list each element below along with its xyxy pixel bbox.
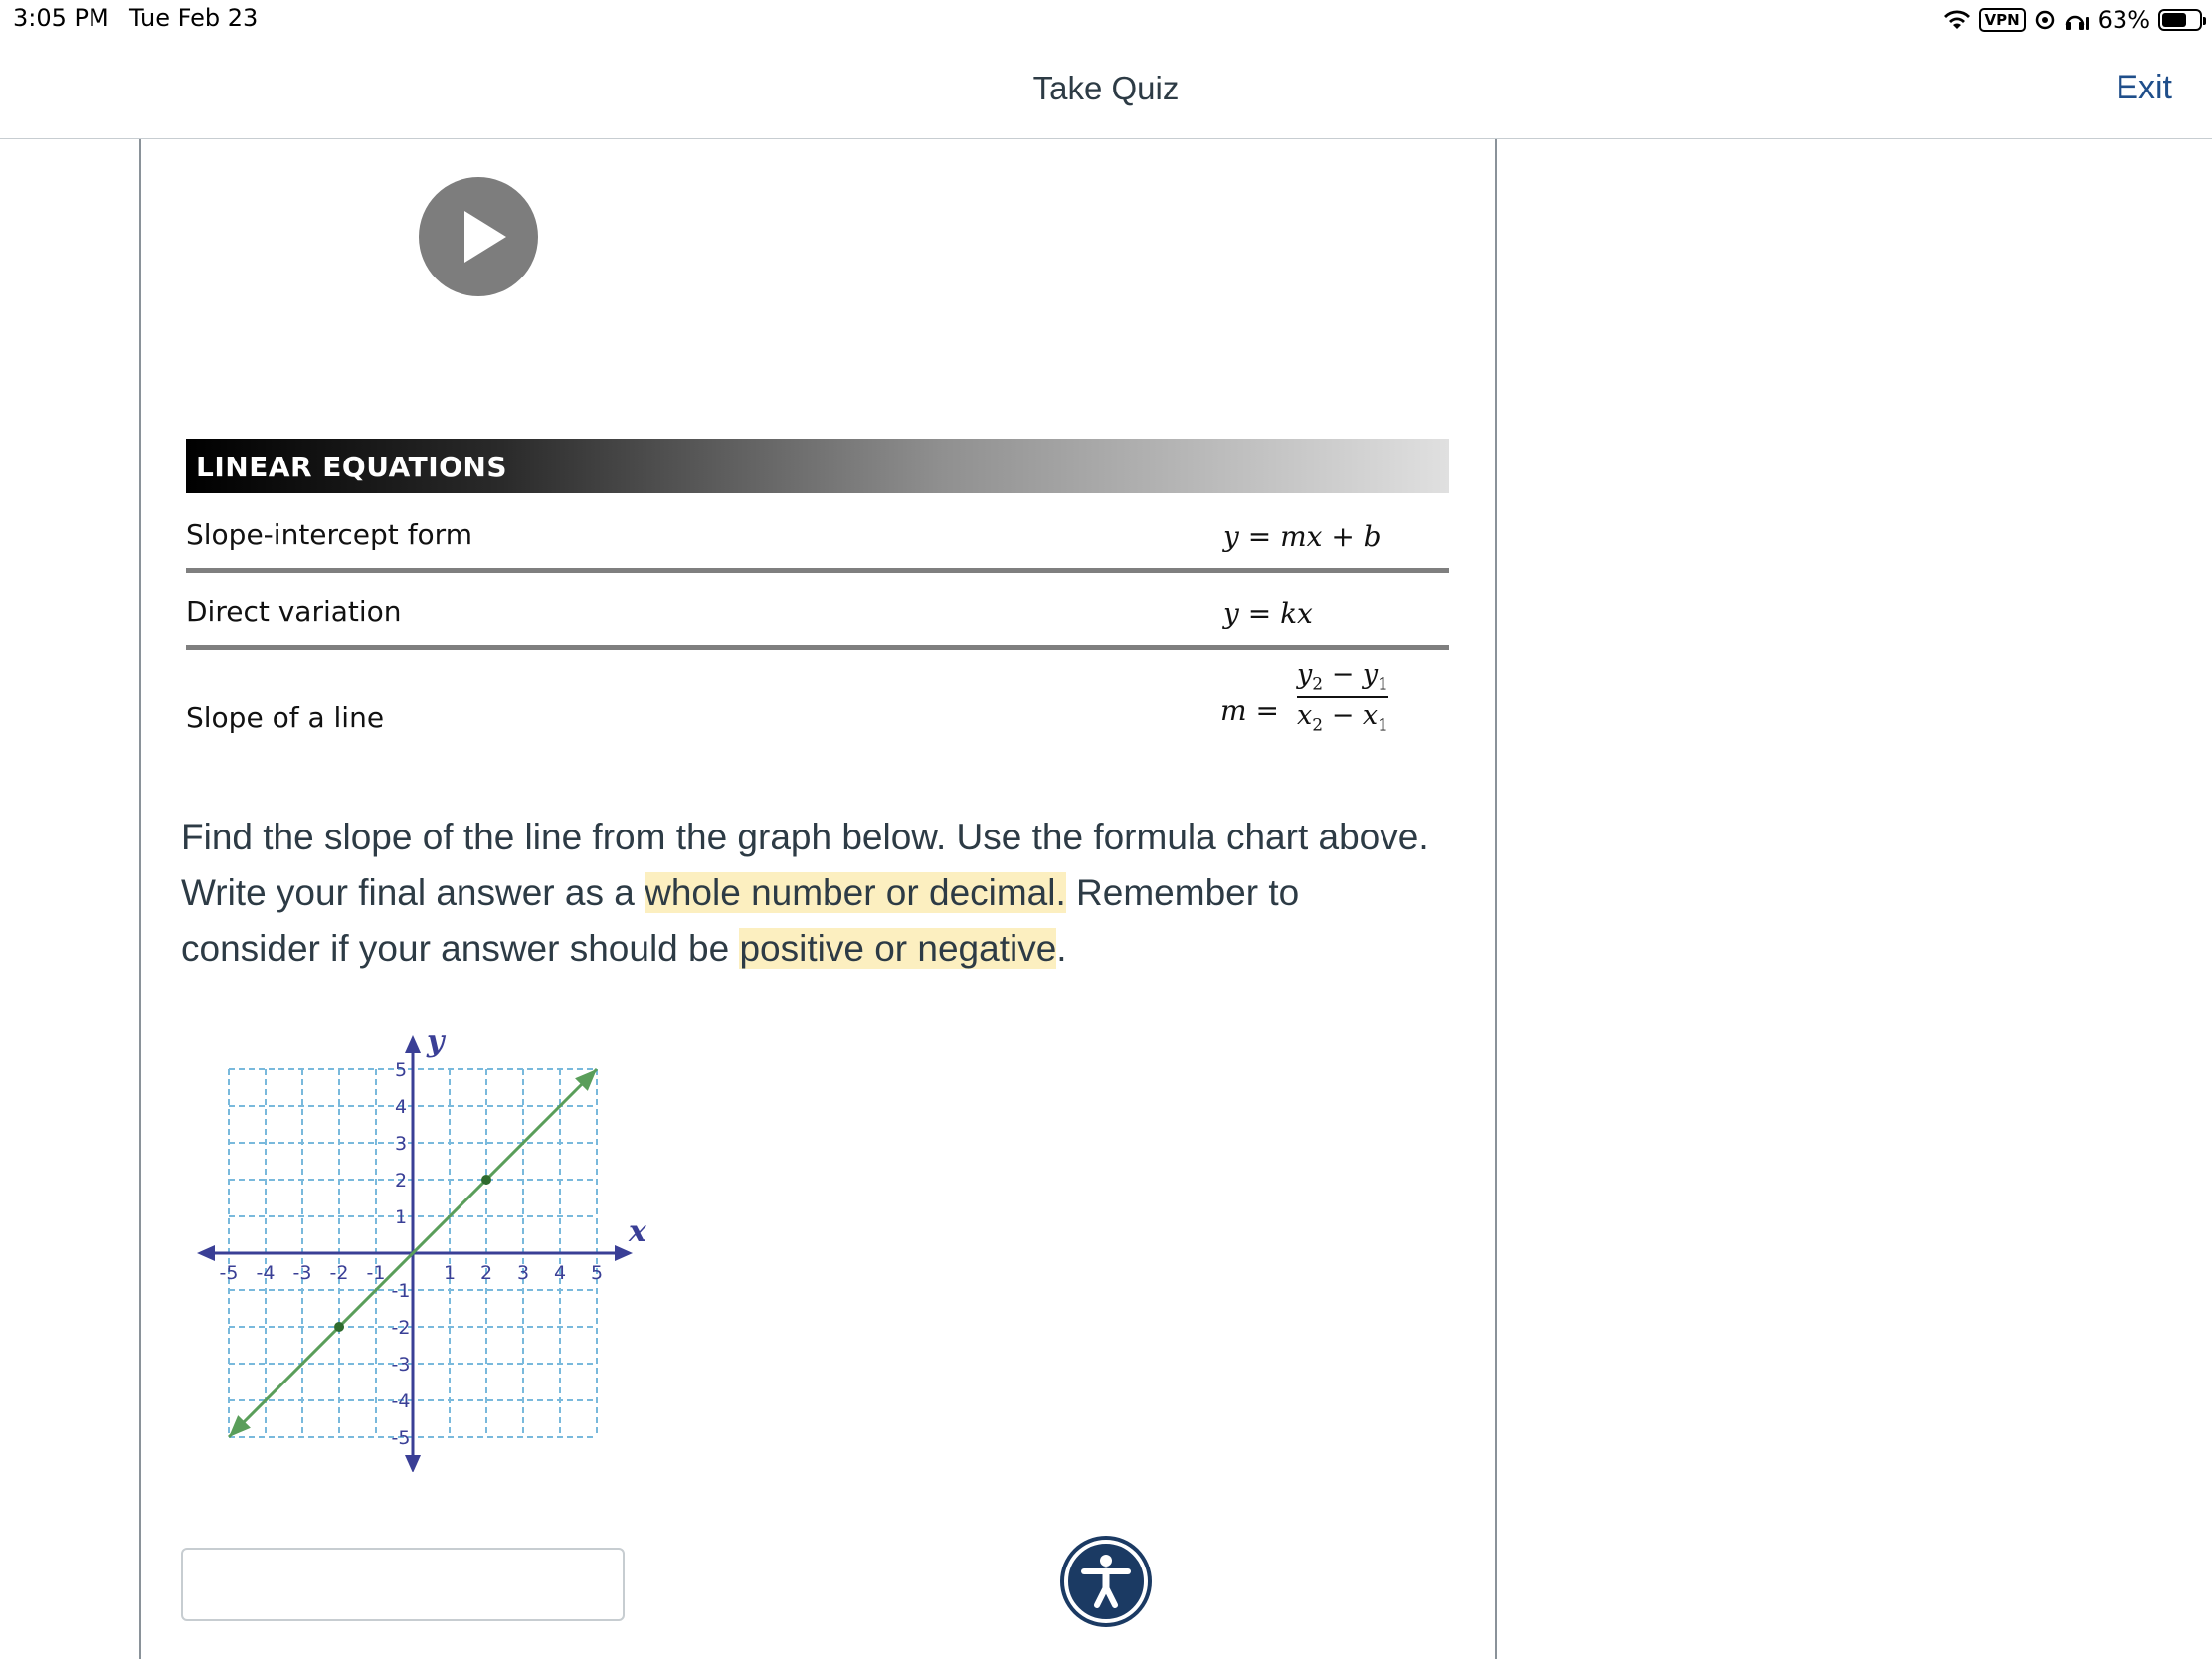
fraction-denominator: $x_2 - x_1$	[1297, 700, 1388, 736]
headphones-icon	[2064, 9, 2090, 31]
y-tick-label: -1	[391, 1280, 411, 1302]
play-icon	[419, 177, 538, 296]
x-tick-label: 2	[479, 1262, 493, 1284]
question-part-1: Find the slope of the line from the graph below. Use the formula chart above. Write your final answer as a	[181, 817, 1429, 913]
x-tick-label: -4	[256, 1262, 276, 1284]
y-tick-label: -4	[391, 1390, 411, 1412]
data-point	[334, 1322, 344, 1332]
coordinate-graph	[189, 1014, 646, 1472]
formula-chart-title: LINEAR EQUATIONS	[196, 451, 508, 483]
location-icon	[2034, 9, 2056, 31]
data-point	[481, 1175, 491, 1185]
exit-button[interactable]: Exit	[2116, 69, 2172, 106]
y-tick-label: 1	[394, 1206, 408, 1228]
x-tick-label: -3	[292, 1262, 312, 1284]
x-tick-label: 5	[590, 1262, 604, 1284]
formula-label: Direct variation	[186, 595, 402, 628]
accessibility-icon	[1060, 1536, 1152, 1627]
divider	[186, 645, 1449, 650]
question-part-2: Remember to consider if your answer should be	[181, 872, 1300, 969]
x-tick-label: -2	[329, 1262, 349, 1284]
formula-label: Slope of a line	[186, 701, 385, 734]
page-title: Take Quiz	[1032, 70, 1180, 106]
play-button[interactable]	[419, 177, 538, 296]
x-tick-label: 3	[516, 1262, 530, 1284]
wifi-icon	[1943, 9, 1971, 31]
x-tick-label: 1	[443, 1262, 457, 1284]
y-tick-label: 3	[394, 1133, 408, 1155]
question-text	[181, 810, 1444, 977]
status-icons	[1943, 4, 2203, 36]
x-axis-arrow-left	[197, 1245, 215, 1261]
slope-fraction	[1293, 659, 1392, 736]
formula-expression: y = mx + b	[1223, 520, 1382, 553]
battery-icon	[2158, 9, 2202, 31]
accessibility-button[interactable]	[1060, 1536, 1152, 1627]
quiz-header	[0, 40, 2212, 139]
fraction-numerator: $y_2 - y_1$	[1297, 659, 1388, 695]
x-tick-label: 4	[553, 1262, 567, 1284]
formula-expression: y = kx	[1223, 597, 1313, 630]
y-tick-label: -5	[391, 1427, 411, 1449]
y-axis-arrow-down	[405, 1455, 421, 1472]
y-tick-label: 4	[394, 1096, 408, 1118]
y-tick-label: 2	[394, 1170, 408, 1192]
highlight-sign: positive or negative	[739, 928, 1057, 969]
formula-chart-header	[186, 439, 1449, 493]
status-bar	[0, 0, 2212, 40]
divider	[186, 568, 1449, 573]
formula-chart	[186, 439, 1449, 737]
x-tick-label: -5	[219, 1262, 239, 1284]
x-axis-label: x	[629, 1214, 646, 1249]
y-axis-arrow-up	[405, 1035, 421, 1053]
formula-label: Slope-intercept form	[186, 518, 472, 551]
highlight-number-type: whole number or decimal.	[645, 872, 1066, 913]
battery-percent: 63%	[2097, 6, 2150, 34]
answer-input[interactable]	[181, 1548, 625, 1621]
y-tick-label: -2	[391, 1317, 411, 1339]
vpn-badge: VPN	[1979, 8, 2026, 32]
formula-lhs: m =	[1220, 694, 1279, 727]
x-tick-label: -1	[366, 1262, 386, 1284]
y-tick-label: 5	[394, 1059, 408, 1081]
status-time: 3:05 PM	[13, 4, 109, 32]
question-part-3: .	[1056, 928, 1067, 969]
status-date: Tue Feb 23	[129, 4, 259, 32]
y-tick-label: -3	[391, 1354, 411, 1376]
y-axis-label: y	[427, 1024, 445, 1059]
